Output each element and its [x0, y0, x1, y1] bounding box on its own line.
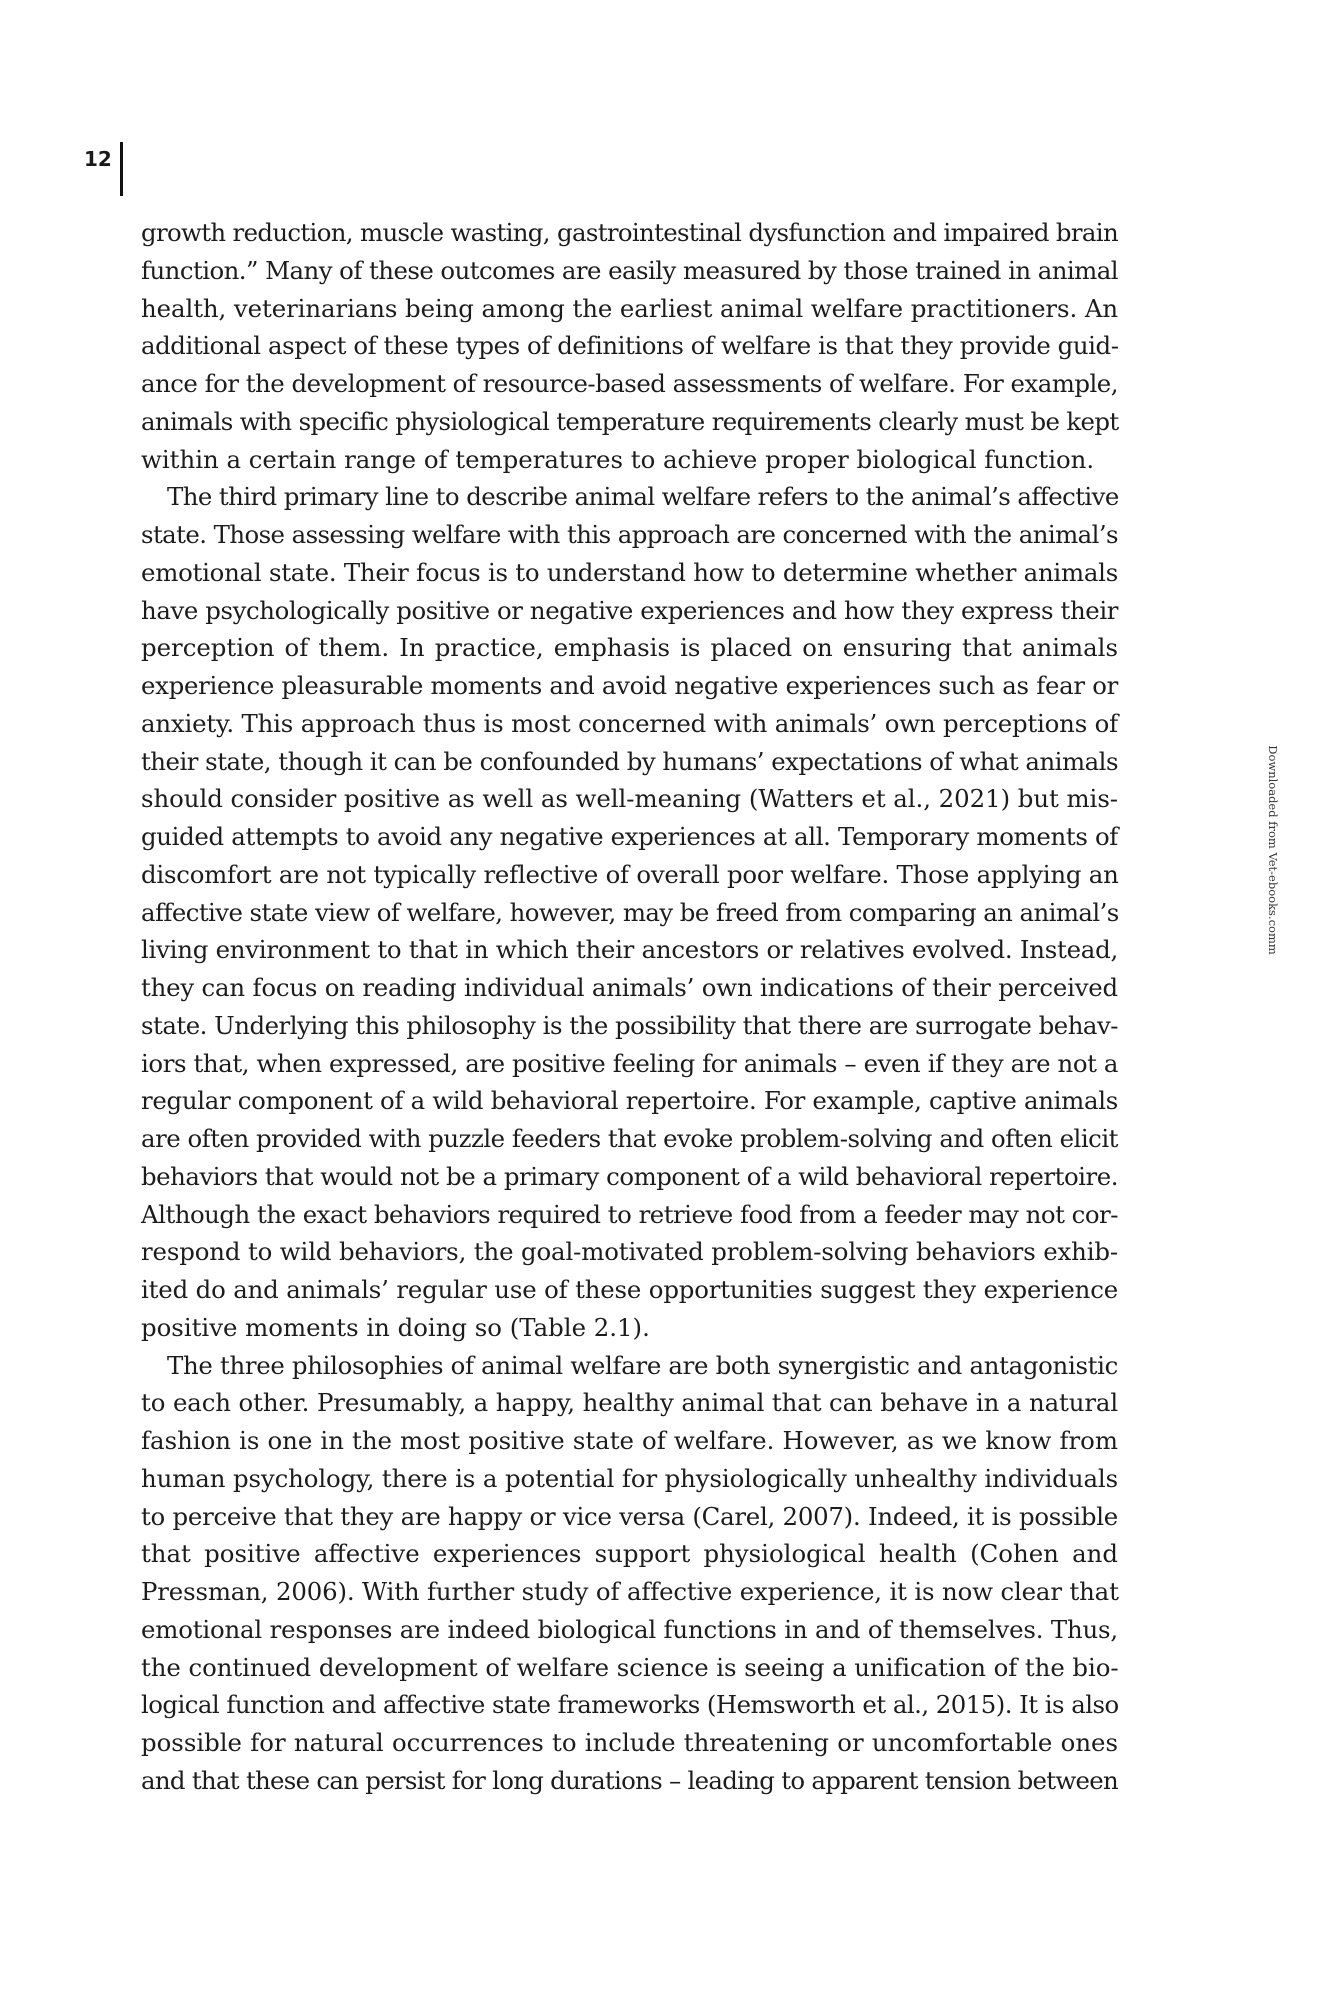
- text-line: have psychologically positive or negative experiences and how they express their: [141, 595, 1119, 625]
- text-line: the continued development of welfare science is seeing a unification of the bio-: [141, 1652, 1119, 1682]
- text-line: discomfort are not typically reflective of overall poor welfare. Those applying an: [141, 859, 1119, 889]
- text-line: to each other. Presumably, a happy, healthy animal that can behave in a natural: [141, 1388, 1119, 1418]
- text-line: function.” Many of these outcomes are easily measured by those trained in animal: [141, 255, 1118, 285]
- text-line: positive moments in doing so (Table 2.1).: [141, 1312, 650, 1342]
- text-line: emotional state. Their focus is to understand how to determine whether animals: [141, 557, 1119, 587]
- text-line: their state, though it can be confounded by humans’ expectations of what animals: [141, 746, 1118, 776]
- text-line: The three philosophies of animal welfare are both synergistic and antagonistic: [167, 1350, 1119, 1380]
- text-line: state. Those assessing welfare with this approach are concerned with the animal’s: [141, 520, 1119, 549]
- text-line: state. Underlying this philosophy is the possibility that there are surrogate behav-: [141, 1010, 1119, 1040]
- text-line: should consider positive as well as well-meaning (Watters et al., 2021) but mis-: [141, 784, 1118, 814]
- body-text: [141, 214, 1118, 1800]
- text-line: and that these can persist for long durations – leading to apparent tension between: [141, 1765, 1119, 1795]
- text-line: regular component of a wild behavioral repertoire. For example, captive animals: [141, 1086, 1118, 1116]
- text-line: fashion is one in the most positive state of welfare. However, as we know from: [141, 1426, 1118, 1455]
- text-line: affective state view of welfare, however, may be freed from comparing an animal’s: [141, 897, 1119, 927]
- text-line: behaviors that would not be a primary component of a wild behavioral repertoire.: [141, 1161, 1118, 1191]
- text-line: are often provided with puzzle feeders that evoke problem-solving and often elicit: [141, 1124, 1119, 1153]
- text-line: Although the exact behaviors required to retrieve food from a feeder may not cor-: [141, 1199, 1118, 1229]
- text-line: that positive affective experiences support physiological health (Cohen and: [141, 1539, 1118, 1569]
- text-line: perception of them. In practice, emphasis is placed on ensuring that animals: [141, 633, 1118, 663]
- text-line: possible for natural occurrences to include threatening or uncomfortable ones: [141, 1728, 1118, 1757]
- text-line: anxiety. This approach thus is most concerned with animals’ own perceptions of: [141, 708, 1118, 738]
- text-line: ance for the development of resource-based assessments of welfare. For example,: [141, 369, 1118, 398]
- text-line: ited do and animals’ regular use of these opportunities suggest they experience: [141, 1275, 1119, 1304]
- text-line: guided attempts to avoid any negative experiences at all. Temporary moments of: [141, 822, 1119, 851]
- text-line: animals with specific physiological temperature requirements clearly must be kept: [141, 406, 1119, 436]
- text-line: health, veterinarians being among the earliest animal welfare practitioners. An: [141, 293, 1118, 323]
- download-watermark-text: Downloaded from Vet-ebooks.comm: [1266, 745, 1280, 955]
- text-line: experience pleasurable moments and avoid negative experiences such as fear or: [141, 671, 1119, 700]
- text-line: to perceive that they are happy or vice versa (Carel, 2007). Indeed, it is possible: [141, 1501, 1118, 1531]
- page-number-rule: [120, 142, 123, 196]
- text-line: human psychology, there is a potential for physiologically unhealthy individuals: [141, 1463, 1119, 1493]
- text-line: living environment to that in which their ancestors or relatives evolved. Instead,: [141, 935, 1118, 965]
- text-line: Pressman, 2006). With further study of affective experience, it is now clear that: [141, 1577, 1119, 1606]
- text-line: emotional responses are indeed biological functions in and of themselves. Thus,: [141, 1614, 1118, 1644]
- text-line: The third primary line to describe animal welfare refers to the animal’s affective: [167, 482, 1119, 512]
- page-number: 12: [84, 147, 112, 171]
- text-line: growth reduction, muscle wasting, gastrointestinal dysfunction and impaired brain: [141, 218, 1119, 247]
- text-line: respond to wild behaviors, the goal-motivated problem-solving behaviors exhib-: [141, 1237, 1118, 1267]
- text-line: iors that, when expressed, are positive feeling for animals – even if they are not a: [141, 1048, 1119, 1078]
- text-line: logical function and affective state frameworks (Hemsworth et al., 2015). It is also: [141, 1690, 1119, 1720]
- text-line: within a certain range of temperatures to achieve proper biological function.: [141, 444, 1095, 474]
- text-line: they can focus on reading individual animals’ own indications of their perceived: [141, 973, 1118, 1002]
- download-watermark: [1264, 745, 1282, 955]
- text-line: additional aspect of these types of definitions of welfare is that they provide guid-: [141, 331, 1119, 361]
